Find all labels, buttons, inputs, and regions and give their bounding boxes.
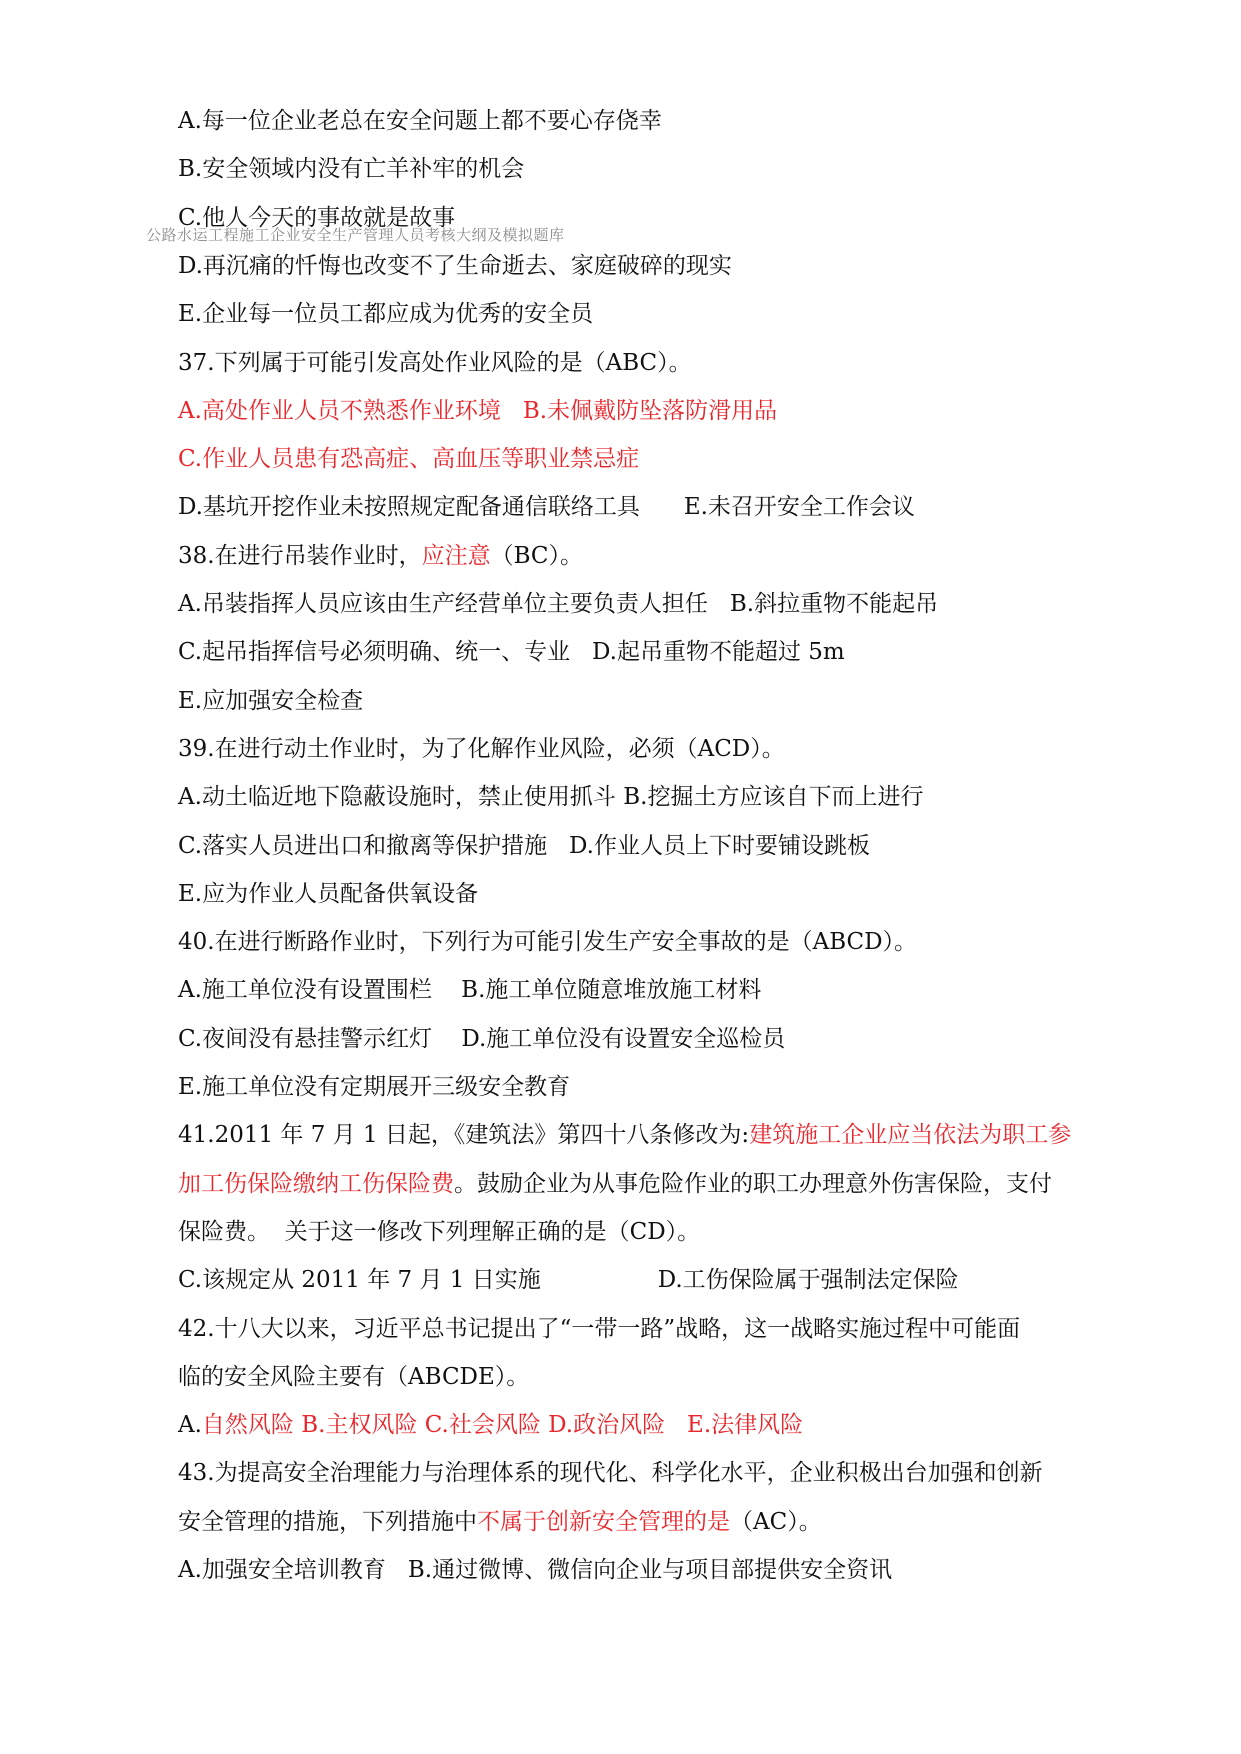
text-line (178, 106, 662, 136)
text-line (178, 879, 478, 909)
text-segment: C.他人今天的事故就是故事 (178, 204, 456, 231)
highlighted-text: C.作业人员患有恐高症、高血压等职业禁忌症 (178, 446, 640, 473)
highlighted-text: 不属于创新安全管理的是 (477, 1508, 730, 1535)
highlighted-text: B.未佩戴防坠落防滑用品 (522, 397, 778, 424)
text-segment: D.基坑开挖作业未按照规定配备通信联络工具 (178, 494, 640, 521)
text-segment: B.安全领域内没有亡羊补牢的机会 (178, 156, 525, 183)
text-line (178, 1072, 570, 1102)
page-header: 公路水运工程施工企业安全生产管理人员考核大纲及模拟题库 (146, 226, 565, 244)
text-segment (432, 977, 461, 1003)
text-segment: 临的安全风险主要有（ABCDE）。 (178, 1363, 530, 1390)
text-line (178, 541, 583, 571)
text-segment: A.施工单位没有设置围栏 (178, 977, 432, 1004)
text-line (178, 396, 777, 426)
text-line (178, 637, 845, 667)
text-segment: 42.十八大以来，习近平总书记提出了“一带一路”战略，这一战略实施过程中可能面 (178, 1315, 1021, 1342)
highlighted-text: A.高处作业人员不熟悉作业环境 (178, 397, 501, 424)
text-segment (541, 1267, 658, 1293)
text-segment: E.未召开安全工作会议 (683, 494, 915, 521)
text-segment: A.加强安全培训教育 (178, 1557, 386, 1583)
text-line (178, 975, 761, 1005)
text-segment (501, 398, 523, 424)
text-segment: 38.在进行吊装作业时， (178, 542, 422, 569)
highlighted-text: 自然风险 B.主权风险 C.社会风险 D.政治风险 (201, 1412, 666, 1439)
text-segment (432, 1026, 461, 1052)
text-segment: E.企业每一位员工都应成为优秀的安全员 (178, 301, 594, 328)
text-segment: C.落实人员进出口和撤离等保护措施 (178, 832, 548, 859)
text-line (178, 444, 639, 474)
text-segment: （AC）。 (730, 1508, 822, 1535)
text-segment: C.夜间没有悬挂警示红灯 (178, 1025, 433, 1052)
text-segment: E.施工单位没有定期展开三级安全教育 (178, 1074, 571, 1100)
text-segment (386, 1557, 408, 1583)
text-segment: 保险费。 关于这一修改下列理解正确的是（CD）。 (178, 1218, 701, 1245)
text-line (178, 154, 524, 184)
text-line (178, 831, 870, 861)
text-line (178, 1265, 959, 1295)
text-line (178, 251, 732, 281)
text-line (178, 686, 363, 716)
text-line (178, 589, 938, 619)
text-line (178, 1507, 822, 1537)
text-line (178, 1120, 1071, 1150)
text-line (178, 1555, 892, 1585)
text-segment: D.工伤保险属于强制法定保险 (657, 1267, 959, 1294)
text-segment: 。鼓励企业为从事危险作业的职工办理意外伤害保险，支付 (454, 1170, 1052, 1197)
text-line (178, 299, 593, 329)
text-segment: D.再沉痛的忏悔也改变不了生命逝去、家庭破碎的现实 (178, 252, 732, 279)
text-line (178, 1024, 785, 1054)
text-segment: 40.在进行断路作业时，下列行为可能引发生产安全事故的是（ABCD）。 (178, 929, 918, 956)
text-line (178, 1410, 803, 1440)
text-line (178, 1314, 1020, 1344)
text-segment: C.该规定从 2011 年 7 月 1 日实施 (178, 1267, 541, 1294)
highlighted-text: 加工伤保险缴纳工伤保险费 (178, 1170, 454, 1197)
text-segment: A.动土临近地下隐蔽设施时，禁止使用抓斗 B.挖掘土方应该自下而上进行 (178, 784, 924, 811)
text-line (178, 348, 692, 378)
text-line (178, 1362, 529, 1392)
text-segment: B.通过微博、微信向企业与项目部提供安全资讯 (407, 1557, 893, 1583)
text-line (178, 734, 785, 764)
highlighted-text: 应注意 (421, 542, 491, 569)
text-segment: D.施工单位没有设置安全巡检员 (461, 1025, 786, 1052)
text-segment: 41.2011 年 7 月 1 日起，《建筑法》第四十八条修改为: (178, 1122, 750, 1149)
text-segment: B.施工单位随意堆放施工材料 (461, 977, 762, 1004)
text-line (178, 203, 455, 233)
text-line (178, 1458, 1043, 1488)
text-segment: A.每一位企业老总在安全问题上都不要心存侥幸 (178, 108, 662, 134)
text-segment: 43.为提高安全治理能力与治理体系的现代化、科学化水平，企业积极出台加强和创新 (178, 1460, 1043, 1487)
text-segment: D.起吊重物不能超过 5m (592, 639, 845, 666)
text-line (178, 927, 917, 957)
text-line (178, 1217, 700, 1247)
text-segment: 37.下列属于可能引发高处作业风险的是（ABC）。 (178, 349, 692, 376)
text-segment: C.起吊指挥信号必须明确、统一、专业 (178, 639, 571, 666)
text-segment: 39.在进行动土作业时，为了化解作业风险，必须（ACD）。 (178, 735, 785, 762)
text-segment (708, 591, 730, 617)
text-segment: D.作业人员上下时要铺设跳板 (569, 832, 870, 859)
text-segment: A. (178, 1412, 202, 1439)
text-segment: A.吊装指挥人员应该由生产经营单位主要负责人担任 (178, 591, 708, 617)
text-segment: B.斜拉重物不能起吊 (729, 591, 939, 617)
text-segment: E.应为作业人员配备供氧设备 (178, 880, 479, 907)
text-segment (640, 494, 684, 520)
text-segment (570, 639, 592, 665)
text-line (178, 1169, 1052, 1199)
text-line (178, 782, 923, 812)
text-segment: E.应加强安全检查 (178, 687, 364, 714)
text-segment (665, 1412, 687, 1438)
text-segment: （BC）。 (490, 542, 584, 569)
text-line (178, 492, 915, 522)
text-segment (547, 833, 569, 859)
highlighted-text: E.法律风险 (687, 1412, 804, 1439)
highlighted-text: 建筑施工企业应当依法为职工参 (749, 1122, 1072, 1149)
text-segment: 安全管理的措施，下列措施中 (178, 1508, 477, 1535)
